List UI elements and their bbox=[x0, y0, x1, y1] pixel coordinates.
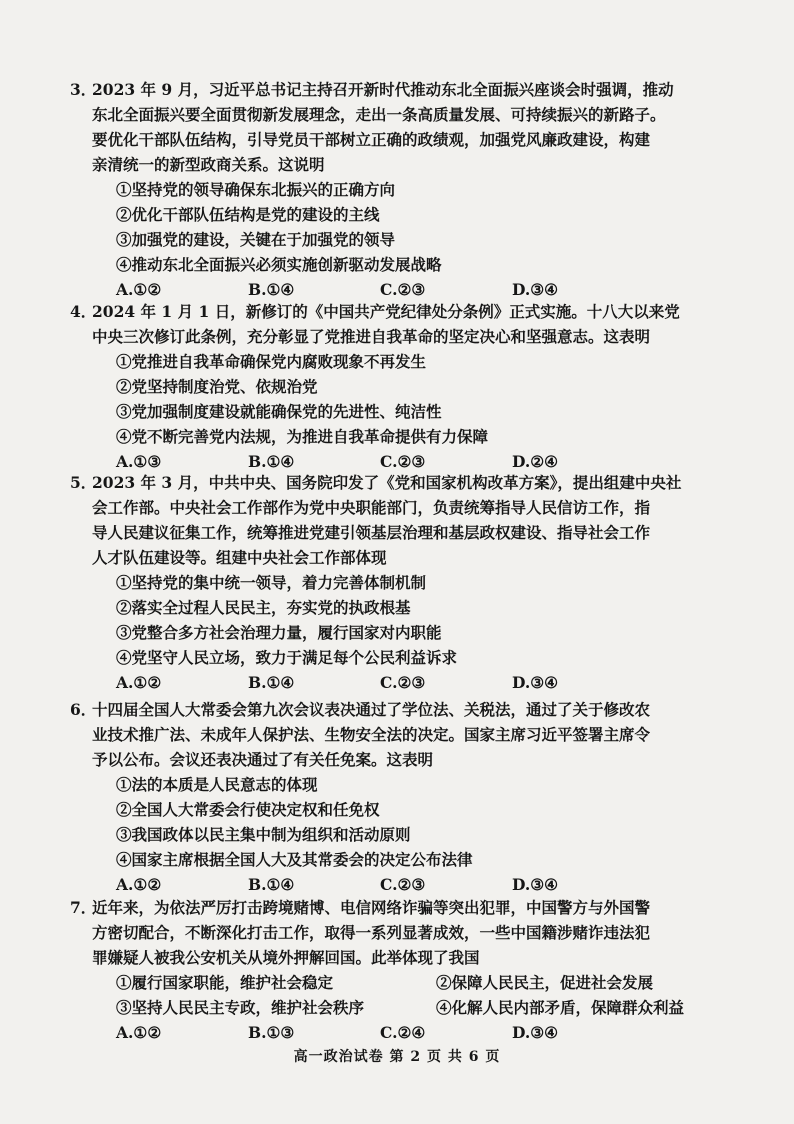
choice-d[interactable]: D.③④ bbox=[512, 1023, 559, 1042]
question-stem-line: 十四届全国人大常委会第九次会议表决通过了学位法、关税法，通过了关于修改农 bbox=[92, 700, 651, 719]
question-stem-line: 要优化干部队伍结构，引导党员干部树立正确的政绩观，加强党风廉政建设，构建 bbox=[92, 130, 651, 149]
choice-d[interactable]: D.②④ bbox=[512, 452, 559, 471]
question-stem-line: 亲清统一的新型政商关系。这说明 bbox=[92, 155, 325, 174]
choice-d[interactable]: D.③④ bbox=[512, 280, 559, 299]
question-stem-line: 会工作部。中央社会工作部作为党中央职能部门，负责统筹指导人民信访工作，指 bbox=[92, 498, 651, 517]
question-stem-line: 中央三次修订此条例，充分彰显了党推进自我革命的坚定决心和坚强意志。这表明 bbox=[92, 327, 651, 346]
question-stem-line: 罪嫌疑人被我公安机关从境外押解回国。此举体现了我国 bbox=[92, 948, 480, 967]
question-7 bbox=[70, 895, 746, 1045]
question-stem-line: 予以公布。会议还表决通过了有关任免案。这表明 bbox=[92, 750, 434, 769]
statement-2: ②全国人大常委会行使决定权和任免权 bbox=[116, 800, 380, 819]
question-4 bbox=[70, 299, 746, 474]
statement-3: ③加强党的建设，关键在于加强党的领导 bbox=[116, 230, 396, 249]
choice-d[interactable]: D.③④ bbox=[512, 673, 559, 692]
question-number: 6． bbox=[70, 700, 97, 719]
question-number: 7． bbox=[70, 898, 97, 917]
choice-b[interactable]: B.①④ bbox=[248, 452, 295, 471]
choice-c[interactable]: C.②③ bbox=[380, 452, 426, 471]
choice-b[interactable]: B.①④ bbox=[248, 280, 295, 299]
question-number: 3． bbox=[70, 80, 97, 99]
question-number: 5． bbox=[70, 473, 97, 492]
choice-b[interactable]: B.①③ bbox=[248, 1023, 295, 1042]
statement-4: ④党不断完善党内法规，为推进自我革命提供有力保障 bbox=[116, 427, 489, 446]
choice-c[interactable]: C.②③ bbox=[380, 875, 426, 894]
question-stem-line: 业技术推广法、未成年人保护法、生物安全法的决定。国家主席习近平签署主席令 bbox=[92, 725, 651, 744]
question-stem-line: 2024 年 1 月 1 日，新修订的《中国共产党纪律处分条例》正式实施。十八大以来党 bbox=[92, 302, 680, 321]
question-6 bbox=[70, 697, 746, 897]
choice-c[interactable]: C.②③ bbox=[380, 280, 426, 299]
statement-2: ②落实全过程人民民主，夯实党的执政根基 bbox=[116, 598, 411, 617]
answer-choices bbox=[70, 872, 746, 897]
statement-2: ②优化干部队伍结构是党的建设的主线 bbox=[116, 205, 380, 224]
statement-3: ③党加强制度建设就能确保党的先进性、纯洁性 bbox=[116, 402, 442, 421]
question-stem-line: 导人民建议征集工作，统筹推进党建引领基层治理和基层政权建设、指导社会工作 bbox=[92, 523, 651, 542]
page-footer: 高一政治试卷 第 2 页 共 6 页 bbox=[293, 1049, 501, 1065]
statement-4: ④推动东北全面振兴必须实施创新驱动发展战略 bbox=[116, 255, 442, 274]
statement-3: ③我国政体以民主集中制为组织和活动原则 bbox=[116, 825, 411, 844]
question-number: 4． bbox=[70, 302, 97, 321]
statement-1: ①履行国家职能，维护社会稳定 bbox=[116, 973, 334, 992]
choice-b[interactable]: B.①④ bbox=[248, 875, 295, 894]
question-3 bbox=[70, 77, 746, 302]
answer-choices bbox=[70, 670, 746, 695]
answer-choices bbox=[70, 1020, 746, 1045]
choice-b[interactable]: B.①④ bbox=[248, 673, 295, 692]
question-stem-line: 2023 年 9 月，习近平总书记主持召开新时代推动东北全面振兴座谈会时强调，推动 bbox=[92, 80, 674, 99]
statement-4: ④党坚守人民立场，致力于满足每个公民利益诉求 bbox=[116, 648, 458, 667]
statement-1: ①坚持党的领导确保东北振兴的正确方向 bbox=[116, 180, 396, 199]
choice-c[interactable]: C.②③ bbox=[380, 673, 426, 692]
statement-2: ②党坚持制度治党、依规治党 bbox=[116, 377, 318, 396]
choice-a[interactable]: A.①③ bbox=[116, 452, 162, 471]
statement-1: ①党推进自我革命确保党内腐败现象不再发生 bbox=[116, 352, 427, 371]
statement-3: ③坚持人民民主专政，维护社会秩序 bbox=[116, 998, 365, 1017]
statement-2: ②保障人民民主，促进社会发展 bbox=[436, 973, 654, 992]
question-stem-line: 2023 年 3 月，中共中央、国务院印发了《党和国家机构改革方案》，提出组建中央社 bbox=[92, 473, 682, 492]
choice-a[interactable]: A.①② bbox=[116, 673, 162, 692]
choice-d[interactable]: D.③④ bbox=[512, 875, 559, 894]
statement-3: ③党整合多方社会治理力量，履行国家对内职能 bbox=[116, 623, 442, 642]
question-stem-line: 东北全面振兴要全面贯彻新发展理念，走出一条高质量发展、可持续振兴的新路子。 bbox=[92, 105, 666, 124]
question-stem-line: 方密切配合，不断深化打击工作，取得一系列显著成效，一些中国籍涉赌诈违法犯 bbox=[92, 923, 651, 942]
statement-4: ④化解人民内部矛盾，保障群众利益 bbox=[436, 998, 685, 1017]
statement-4: ④国家主席根据全国人大及其常委会的决定公布法律 bbox=[116, 850, 473, 869]
statement-1: ①法的本质是人民意志的体现 bbox=[116, 775, 318, 794]
choice-a[interactable]: A.①② bbox=[116, 875, 162, 894]
statement-1: ①坚持党的集中统一领导，着力完善体制机制 bbox=[116, 573, 427, 592]
question-5 bbox=[70, 470, 746, 695]
choice-a[interactable]: A.①② bbox=[116, 280, 162, 299]
question-stem-line: 近年来，为依法严厉打击跨境赌博、电信网络诈骗等突出犯罪，中国警方与外国警 bbox=[92, 898, 651, 917]
choice-a[interactable]: A.①② bbox=[116, 1023, 162, 1042]
question-stem-line: 人才队伍建设等。组建中央社会工作部体现 bbox=[92, 548, 387, 567]
choice-c[interactable]: C.②④ bbox=[380, 1023, 426, 1042]
